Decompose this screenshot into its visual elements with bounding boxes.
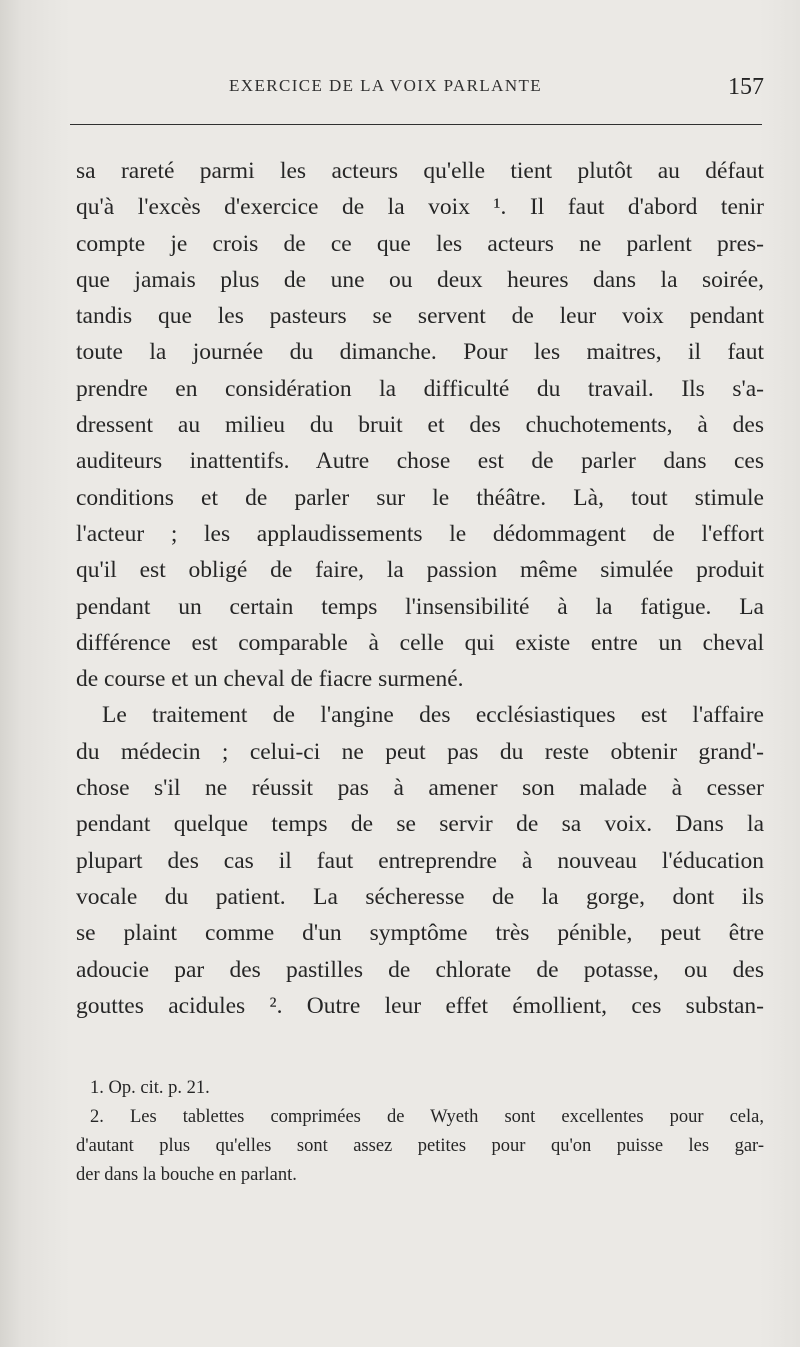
text-line: tandis que les pasteurs se servent de leur voix pendant: [76, 303, 764, 330]
text-line: plupart des cas il faut entreprendre à nouveau l'éducation: [76, 847, 764, 874]
text-line: qu'il est obligé de faire, la passion même simulée produit: [76, 557, 764, 584]
text-line: de course et un cheval de fiacre surmené.: [76, 666, 464, 693]
footnotes: [76, 1074, 764, 1190]
text-line: l'acteur ; les applaudissements le dédommagent de l'effort: [76, 520, 764, 547]
text-line: toute la journée du dimanche. Pour les maitres, il faut: [76, 339, 764, 366]
body-text: [76, 153, 764, 1024]
text-line: vocale du patient. La sécheresse de la gorge, dont ils: [76, 883, 764, 910]
text-line: sa rareté parmi les acteurs qu'elle tient plutôt au défaut: [76, 158, 764, 184]
page-number: 157: [728, 74, 764, 100]
header-rule: [70, 124, 762, 125]
text-line: Le traitement de l'angine des ecclésiastiques est l'affaire: [102, 702, 764, 729]
text-line: auditeurs inattentifs. Autre chose est de parler dans ces: [76, 448, 764, 475]
footnote-line: der dans la bouche en parlant.: [76, 1165, 297, 1185]
text-line: qu'à l'excès d'exercice de la voix ¹. Il faut d'abord tenir: [76, 194, 764, 221]
text-line: pendant quelque temps de se servir de sa voix. Dans la: [76, 811, 764, 838]
footnote-line: 2. Les tablettes comprimées de Wyeth sont excellentes pour cela,: [90, 1107, 764, 1127]
text-line: compte je crois de ce que les acteurs ne parlent pres-: [76, 230, 764, 257]
text-line: chose s'il ne réussit pas à amener son malade à cesser: [76, 775, 764, 802]
text-line: prendre en considération la difficulté du travail. Ils s'a-: [76, 375, 764, 402]
text-line: différence est comparable à celle qui existe entre un cheval: [76, 629, 764, 656]
text-line: dressent au milieu du bruit et des chuchotements, à des: [76, 412, 764, 439]
text-line: gouttes acidules ². Outre leur effet émollient, ces substan-: [76, 992, 764, 1019]
text-line: du médecin ; celui-ci ne peut pas du reste obtenir grand'-: [76, 738, 764, 765]
footnote-line: d'autant plus qu'elles sont assez petites pour qu'on puisse les gar-: [76, 1136, 764, 1156]
text-line: adoucie par des pastilles de chlorate de potasse, ou des: [76, 956, 764, 983]
footnote-line: 1. Op. cit. p. 21.: [90, 1078, 210, 1098]
running-head: EXERCICE DE LA VOIX PARLANTE: [229, 76, 543, 95]
text-line: pendant un certain temps l'insensibilité à la fatigue. La: [76, 593, 764, 620]
page-header: [76, 74, 764, 108]
text-line: conditions et de parler sur le théâtre. Là, tout stimule: [76, 484, 764, 511]
text-line: que jamais plus de une ou deux heures dans la soirée,: [76, 266, 764, 293]
text-line: se plaint comme d'un symptôme très pénible, peut être: [76, 920, 764, 947]
